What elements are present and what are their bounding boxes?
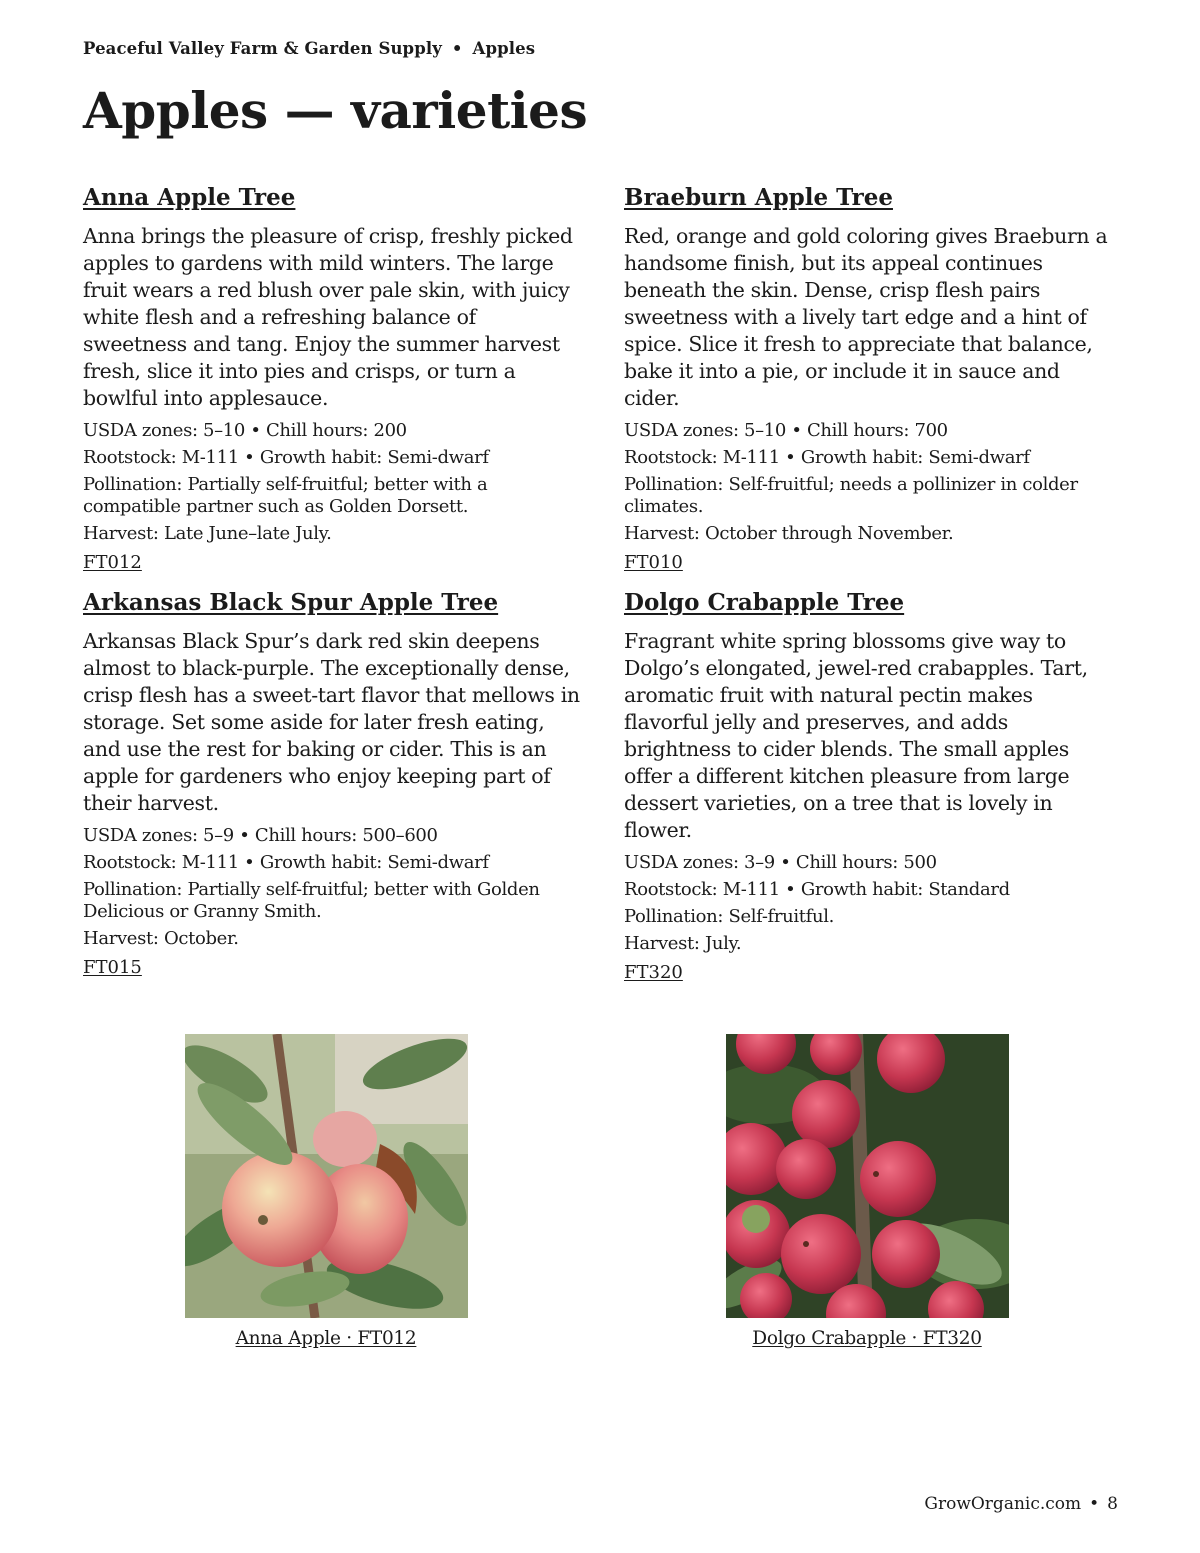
product-title-link[interactable]: Braeburn Apple Tree: [624, 184, 893, 211]
product-zones-chill: USDA zones: 5–9 • Chill hours: 500–600: [83, 825, 438, 846]
product-title-link[interactable]: Arkansas Black Spur Apple Tree: [83, 589, 499, 616]
product-harvest: Harvest: July.: [624, 933, 742, 954]
product-dolgo-crabapple: [624, 588, 1117, 984]
product-rootstock-habit: Rootstock: M-111 • Growth habit: Semi-dwarf: [624, 447, 1030, 468]
product-sku-link[interactable]: FT010: [624, 552, 683, 573]
breadcrumb: [83, 39, 535, 58]
breadcrumb-section[interactable]: Apples: [472, 39, 536, 58]
figure-anna-apple: [136, 1034, 516, 1350]
product-description: Red, orange and gold coloring gives Braeburn a handsome finish, but its appeal continues beneath the skin. Dense, crisp flesh pairs sweetness with a lively tart edge and a hint of spice. Slice it fresh to appreciate that balance, bake it into a pie, or include it in sauce and cider.: [624, 224, 1108, 410]
product-sku-link[interactable]: FT320: [624, 962, 683, 983]
product-title-link[interactable]: Anna Apple Tree: [83, 184, 296, 211]
product-zones-chill: USDA zones: 3–9 • Chill hours: 500: [624, 852, 937, 873]
product-description: Arkansas Black Spur’s dark red skin deepens almost to black-purple. The exceptionally dense, crisp flesh has a sweet-tart flavor that mellows in storage. Set some aside for later fresh eating, and use the rest for baking or cider. This is an apple for gardeners who enjoy keeping part of their harvest.: [83, 629, 580, 815]
footer-separator: •: [1089, 1494, 1100, 1514]
product-description: Fragrant white spring blossoms give way to Dolgo’s elongated, jewel-red crabapples. Tart, aromatic fruit with natural pectin makes flavorful jelly and preserves, and adds brightness to cider blends. The small apples offer a different kitchen pleasure from large dessert varieties, on a tree that is lovely in flower.: [624, 629, 1088, 842]
figure-caption-link[interactable]: Dolgo Crabapple · FT320: [752, 1328, 982, 1349]
figure-dolgo-crabapple: [677, 1034, 1057, 1350]
product-description: Anna brings the pleasure of crisp, freshly picked apples to gardens with mild winters. The large fruit wears a red blush over pale skin, with juicy white flesh and a refreshing balance of sweetness and tang. Enjoy the summer harvest fresh, slice it into pies and crisps, or turn a bowlful into applesauce.: [83, 224, 573, 410]
breadcrumb-site[interactable]: Peaceful Valley Farm & Garden Supply: [83, 39, 442, 58]
product-title-link[interactable]: Dolgo Crabapple Tree: [624, 589, 905, 616]
product-rootstock-habit: Rootstock: M-111 • Growth habit: Semi-dwarf: [83, 852, 489, 873]
product-harvest: Harvest: October.: [83, 928, 239, 949]
anna-apple-photo[interactable]: [185, 1034, 468, 1318]
product-pollination: Pollination: Self-fruitful; needs a pollinizer in colder climates.: [624, 474, 1078, 517]
figure-caption-link[interactable]: Anna Apple · FT012: [235, 1328, 417, 1349]
product-harvest: Harvest: Late June–late July.: [83, 523, 332, 544]
dolgo-crabapple-photo[interactable]: [726, 1034, 1009, 1318]
product-zones-chill: USDA zones: 5–10 • Chill hours: 200: [83, 420, 407, 441]
product-harvest: Harvest: October through November.: [624, 523, 954, 544]
product-sku-link[interactable]: FT015: [83, 957, 142, 978]
page-title: Apples — varieties: [83, 81, 588, 140]
product-sku-link[interactable]: FT012: [83, 552, 142, 573]
product-rootstock-habit: Rootstock: M-111 • Growth habit: Semi-dwarf: [83, 447, 489, 468]
product-pollination: Pollination: Self-fruitful.: [624, 906, 834, 927]
product-zones-chill: USDA zones: 5–10 • Chill hours: 700: [624, 420, 948, 441]
product-anna: [83, 183, 581, 574]
page-number: 8: [1107, 1494, 1118, 1514]
breadcrumb-separator: •: [451, 39, 463, 58]
product-pollination: Pollination: Partially self-fruitful; better with a compatible partner such as Golden Dorsett.: [83, 474, 488, 517]
right-column: [624, 183, 1117, 998]
product-pollination: Pollination: Partially self-fruitful; better with Golden Delicious or Granny Smith.: [83, 879, 540, 922]
product-arkansas-black-spur: [83, 588, 581, 979]
product-rootstock-habit: Rootstock: M-111 • Growth habit: Standard: [624, 879, 1010, 900]
page-footer: [924, 1494, 1118, 1514]
footer-site: GrowOrganic.com: [924, 1494, 1082, 1514]
product-braeburn: [624, 183, 1117, 574]
left-column: [83, 183, 581, 993]
